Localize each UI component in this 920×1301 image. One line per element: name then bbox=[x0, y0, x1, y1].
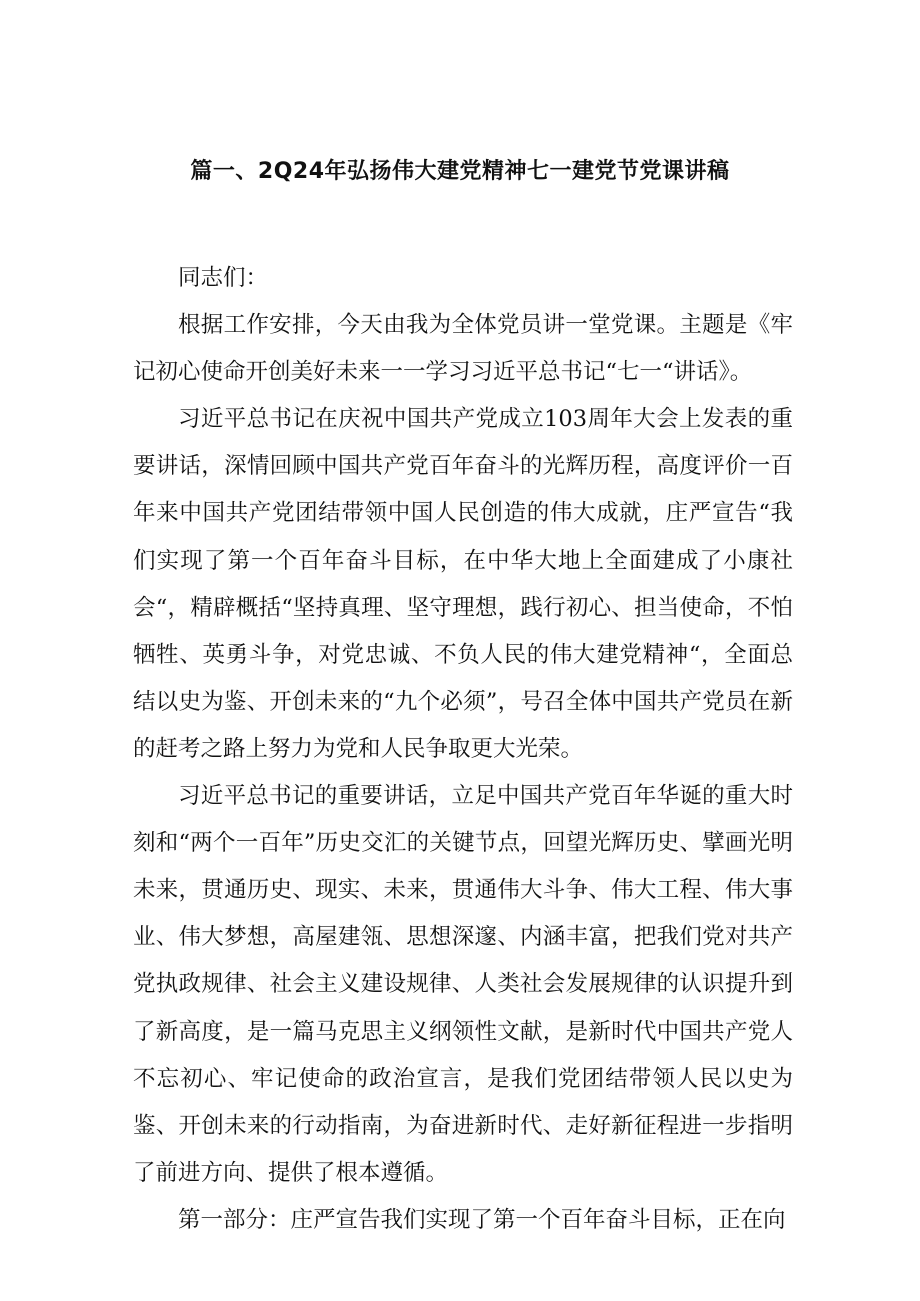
body-paragraph: 根据工作安排，今天由我为全体党员讲一堂党课。主题是《牢记初心使命开创美好未来一一学习习近平总书记“七一“讲话》。 bbox=[133, 312, 793, 386]
body-paragraph: 习近平总书记在庆祝中国共产党成立103周年大会上发表的重要讲话，深情回顾中国共产党百年奋斗的光辉历程，高度评价一百年来中国共产党团结带领中国人民创造的伟大成就，庄严宣告“我们实现了第一个百年奋斗目标，在中华大地上全面建成了小康社会“，精辟概括“坚持真理、坚守理想，践行初心、担当使命，不怕牺牲、英勇斗争，对党忠诚、不负人民的伟大建党精神“，全面总结以史为鉴、开创未来的“九个必须”，号召全体中国共产党员在新的赶考之路上努力为党和人民争取更大光荣。 bbox=[133, 406, 793, 762]
document-title: 篇一、2Q24年弘扬伟大建党精神七一建党节党课讲稿 bbox=[190, 159, 730, 184]
section-heading-paragraph: 第一部分：庄严宣告我们实现了第一个百年奋斗目标，正在向 bbox=[178, 1206, 786, 1233]
body-paragraph: 习近平总书记的重要讲话，立足中国共产党百年华诞的重大时刻和“两个一百年”历史交汇的关键节点，回望光辉历史、擘画光明未来，贯通历史、现实、未来，贯通伟大斗争、伟大工程、伟大事业、伟大梦想，高屋建瓴、思想深邃、内涵丰富，把我们党对共产党执政规律、社会主义建设规律、人类社会发展规律的认识提升到了新高度，是一篇马克思主义纲领性文献，是新时代中国共产党人不忘初心、牢记使命的政治宣言，是我们党团结带领人民以史为鉴、开创未来的行动指南，为奋进新时代、走好新征程进一步指明了前进方向、提供了根本遵循。 bbox=[133, 783, 793, 1186]
salutation-paragraph: 同志们： bbox=[178, 265, 269, 291]
document-body bbox=[133, 255, 793, 1244]
